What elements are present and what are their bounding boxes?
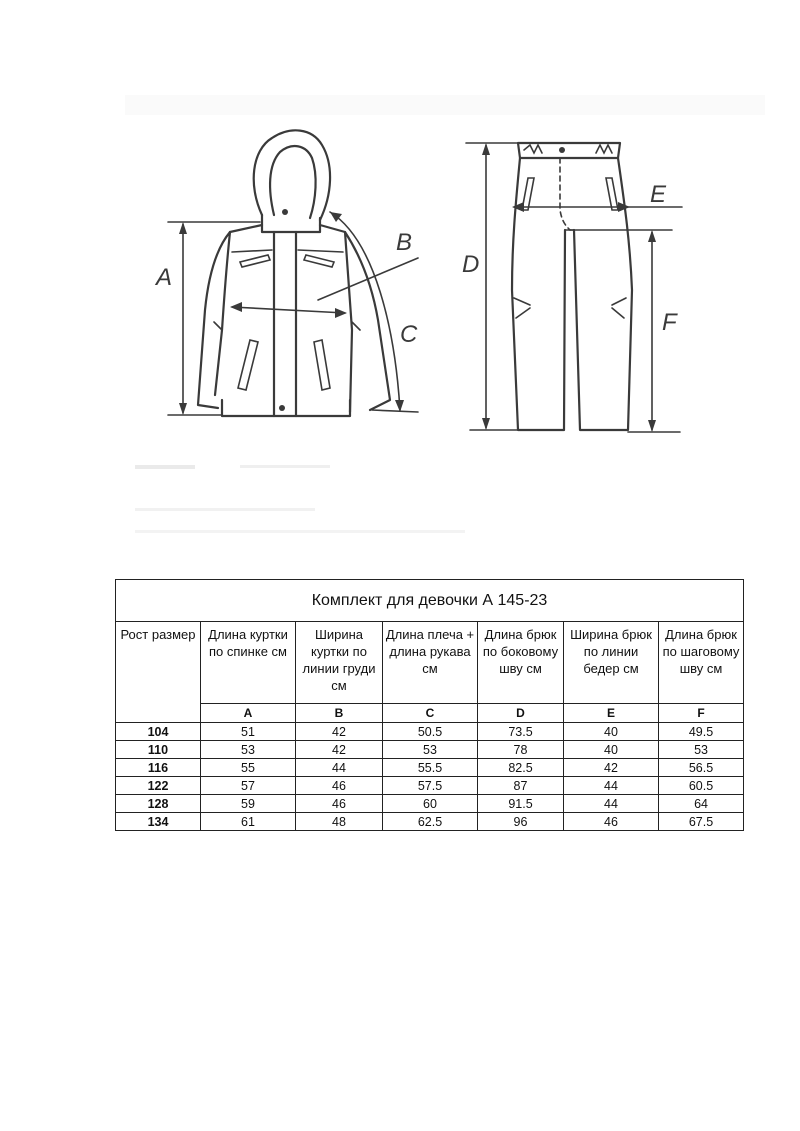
- measurement-cell: 57.5: [383, 777, 478, 795]
- measurement-cell: 48: [296, 813, 383, 831]
- measurement-cell: 78: [478, 741, 564, 759]
- table-row: [116, 777, 744, 795]
- table-letter-row: [116, 704, 744, 723]
- measurement-cell: 44: [564, 795, 659, 813]
- measurement-cell: 42: [564, 759, 659, 777]
- measurement-cell: 55: [201, 759, 296, 777]
- measurement-cell: 46: [296, 777, 383, 795]
- measurement-cell: 42: [296, 741, 383, 759]
- measurement-cell: 44: [296, 759, 383, 777]
- table-row: [116, 795, 744, 813]
- measurement-cell: 60.5: [659, 777, 744, 795]
- letter-f: F: [659, 704, 744, 723]
- size-cell: 104: [116, 723, 201, 741]
- measurement-cell: 87: [478, 777, 564, 795]
- measurement-cell: 56.5: [659, 759, 744, 777]
- label-f: F: [662, 309, 677, 336]
- header-jacket-length: Длина куртки по спинке см: [201, 622, 296, 704]
- table-row: [116, 813, 744, 831]
- measurement-cell: 67.5: [659, 813, 744, 831]
- jacket-drawing: [168, 130, 418, 416]
- label-a: A: [156, 264, 173, 291]
- label-c: C: [400, 321, 418, 348]
- measurement-cell: 50.5: [383, 723, 478, 741]
- label-b: B: [396, 229, 413, 256]
- header-trousers-inseam-length: Длина брюк по шаговому шву см: [659, 622, 744, 704]
- measurement-cell: 40: [564, 723, 659, 741]
- measurement-cell: 62.5: [383, 813, 478, 831]
- measurement-cell: 60: [383, 795, 478, 813]
- letter-e: E: [564, 704, 659, 723]
- header-shoulder-sleeve-length: Длина плеча + длина рукава см: [383, 622, 478, 704]
- measurement-cell: 49.5: [659, 723, 744, 741]
- size-cell: 134: [116, 813, 201, 831]
- measurement-cell: 91.5: [478, 795, 564, 813]
- letter-d: D: [478, 704, 564, 723]
- measurement-cell: 46: [564, 813, 659, 831]
- header-trousers-hip-width: Ширина брюк по линии бедер см: [564, 622, 659, 704]
- letter-a: A: [201, 704, 296, 723]
- measurement-cell: 59: [201, 795, 296, 813]
- measurement-cell: 46: [296, 795, 383, 813]
- size-cell: 122: [116, 777, 201, 795]
- letter-c: C: [383, 704, 478, 723]
- measurement-cell: 53: [201, 741, 296, 759]
- label-e: E: [650, 181, 667, 208]
- label-d: D: [462, 251, 480, 278]
- measurement-cell: 73.5: [478, 723, 564, 741]
- header-size: Рост размер: [116, 622, 201, 723]
- table-body: [116, 723, 744, 831]
- table-row: [116, 759, 744, 777]
- table-row: [116, 741, 744, 759]
- measurement-cell: 40: [564, 741, 659, 759]
- size-chart-table: [115, 579, 744, 831]
- measurement-cell: 53: [383, 741, 478, 759]
- measurement-cell: 53: [659, 741, 744, 759]
- measurement-cell: 51: [201, 723, 296, 741]
- letter-b: B: [296, 704, 383, 723]
- measurement-cell: 55.5: [383, 759, 478, 777]
- measurement-cell: 82.5: [478, 759, 564, 777]
- size-cell: 110: [116, 741, 201, 759]
- header-trousers-side-length: Длина брюк по боковому шву см: [478, 622, 564, 704]
- measurement-cell: 64: [659, 795, 744, 813]
- measurement-cell: 57: [201, 777, 296, 795]
- measurement-cell: 42: [296, 723, 383, 741]
- table-title: Комплект для девочки А 145-23: [116, 580, 744, 622]
- measurement-cell: 61: [201, 813, 296, 831]
- measurement-cell: 44: [564, 777, 659, 795]
- table-header-row: [116, 622, 744, 704]
- size-cell: 128: [116, 795, 201, 813]
- measurement-cell: 96: [478, 813, 564, 831]
- size-cell: 116: [116, 759, 201, 777]
- table-row: [116, 723, 744, 741]
- header-jacket-chest-width: Ширина куртки по линии груди см: [296, 622, 383, 704]
